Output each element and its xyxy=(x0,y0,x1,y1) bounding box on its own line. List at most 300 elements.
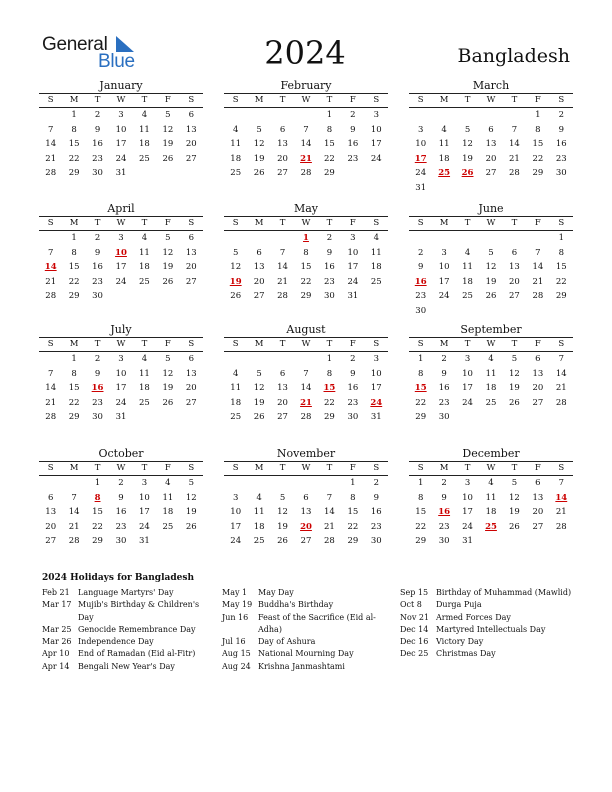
day: 5 xyxy=(165,233,171,243)
weekday-label: T xyxy=(464,339,471,349)
day: 12 xyxy=(277,507,288,517)
day: 20 xyxy=(532,507,544,517)
day: 17 xyxy=(370,139,382,149)
holiday-date: May 19 xyxy=(222,600,253,610)
day-empty xyxy=(409,108,432,123)
day: 15 xyxy=(324,139,335,149)
day: 27 xyxy=(185,153,197,164)
day: 9 xyxy=(441,492,447,503)
day: 7 xyxy=(558,354,564,364)
day: 11 xyxy=(438,139,450,149)
day: 16 xyxy=(438,383,450,393)
year-title: 2024 xyxy=(264,34,346,72)
day: 20 xyxy=(277,397,288,408)
month-december xyxy=(409,447,573,549)
holiday-day: 25 xyxy=(438,168,451,178)
day: 5 xyxy=(488,247,494,258)
day-grid xyxy=(39,108,203,181)
day: 23 xyxy=(347,397,359,408)
day: 15 xyxy=(415,507,427,517)
day: 17 xyxy=(115,383,127,393)
logo xyxy=(42,34,142,70)
day: 24 xyxy=(115,153,127,164)
day: 26 xyxy=(277,536,288,546)
day: 25 xyxy=(230,412,242,422)
holiday-name: Durga Puja xyxy=(436,600,482,610)
day: 12 xyxy=(253,139,265,149)
weekday-label: F xyxy=(534,339,541,349)
weekday-label: F xyxy=(534,463,541,473)
weekday-label: F xyxy=(349,339,356,349)
weekday-label: F xyxy=(164,95,171,105)
day: 19 xyxy=(509,383,520,393)
day-empty xyxy=(526,231,549,246)
day-empty xyxy=(39,108,62,123)
weekday-label: S xyxy=(47,339,54,349)
weekday-header xyxy=(224,337,388,352)
day: 23 xyxy=(347,153,359,164)
day: 28 xyxy=(300,168,312,178)
weekday-label: S xyxy=(47,95,54,105)
day: 5 xyxy=(188,478,194,488)
day: 11 xyxy=(139,247,150,258)
day: 13 xyxy=(300,507,312,517)
day: 9 xyxy=(418,262,424,272)
holiday-name: Language Martyrs' Day xyxy=(78,588,174,597)
day: 2 xyxy=(326,233,333,243)
day: 3 xyxy=(118,354,124,364)
day: 24 xyxy=(115,276,127,287)
day: 28 xyxy=(509,168,520,178)
day: 3 xyxy=(141,478,148,488)
day: 12 xyxy=(162,247,174,258)
weekday-label: M xyxy=(254,218,264,228)
holiday-column xyxy=(42,587,216,673)
day: 4 xyxy=(165,478,171,488)
day: 18 xyxy=(139,262,150,272)
day-empty xyxy=(271,476,294,491)
day: 18 xyxy=(485,383,497,393)
day: 1 xyxy=(71,233,77,243)
day: 25 xyxy=(370,276,382,287)
weekday-label: T xyxy=(141,218,148,228)
day: 25 xyxy=(230,168,242,178)
day: 28 xyxy=(277,291,288,301)
day-empty xyxy=(247,108,270,123)
day: 17 xyxy=(230,521,242,532)
day: 23 xyxy=(415,291,427,301)
day: 9 xyxy=(94,368,101,379)
day: 21 xyxy=(277,276,288,287)
day: 26 xyxy=(230,291,242,301)
weekday-label: T xyxy=(141,463,148,473)
day: 10 xyxy=(230,507,242,517)
weekday-label: W xyxy=(301,95,311,105)
weekday-label: M xyxy=(254,339,264,349)
day: 21 xyxy=(68,521,80,532)
holiday-item xyxy=(222,648,398,660)
logo-text-general: General xyxy=(42,34,108,55)
weekday-label: S xyxy=(558,463,565,473)
day: 3 xyxy=(233,492,239,503)
holiday-date: Jun 16 xyxy=(222,612,249,622)
day: 30 xyxy=(92,291,103,301)
day: 24 xyxy=(230,536,242,546)
day: 8 xyxy=(71,247,77,258)
day: 20 xyxy=(485,153,497,164)
day: 11 xyxy=(370,247,382,258)
day-empty xyxy=(479,108,502,123)
day: 26 xyxy=(509,397,520,408)
day: 18 xyxy=(230,153,242,164)
weekday-label: S xyxy=(373,339,380,349)
weekday-label: W xyxy=(486,339,496,349)
day: 20 xyxy=(532,383,544,393)
day: 15 xyxy=(68,139,80,149)
day: 18 xyxy=(438,153,450,164)
day: 4 xyxy=(141,354,148,364)
day: 26 xyxy=(162,397,174,408)
day-empty xyxy=(318,476,341,491)
holiday-date: Feb 21 xyxy=(42,588,70,597)
day: 30 xyxy=(438,536,450,546)
day: 13 xyxy=(185,368,197,379)
day: 25 xyxy=(253,536,265,546)
weekday-label: S xyxy=(232,218,239,228)
day: 4 xyxy=(373,233,379,243)
day: 8 xyxy=(535,124,541,135)
day: 17 xyxy=(139,507,150,517)
day: 2 xyxy=(350,354,356,364)
day: 7 xyxy=(558,478,564,488)
day: 13 xyxy=(485,139,497,149)
weekday-label: T xyxy=(326,218,333,228)
weekday-label: S xyxy=(373,95,380,105)
weekday-label: M xyxy=(439,463,449,473)
day: 20 xyxy=(185,262,197,272)
day: 6 xyxy=(488,124,494,135)
day-empty xyxy=(432,231,455,246)
day: 21 xyxy=(532,276,544,287)
day: 12 xyxy=(509,492,520,503)
day: 9 xyxy=(118,492,124,503)
holiday-date: Mar 17 xyxy=(42,600,72,610)
day: 7 xyxy=(48,247,54,258)
day-empty xyxy=(224,352,247,367)
day: 20 xyxy=(277,153,288,164)
day: 18 xyxy=(230,397,242,408)
day: 17 xyxy=(115,262,127,272)
day: 6 xyxy=(303,492,309,503)
day: 11 xyxy=(253,507,265,517)
weekday-label: S xyxy=(47,463,54,473)
weekday-label: S xyxy=(47,218,54,228)
holiday-day: 26 xyxy=(461,168,474,178)
day: 20 xyxy=(253,276,265,287)
weekday-label: T xyxy=(94,218,101,228)
day: 30 xyxy=(555,168,567,178)
weekday-header xyxy=(409,216,573,231)
weekday-label: T xyxy=(511,95,518,105)
weekday-label: W xyxy=(116,339,126,349)
weekday-label: T xyxy=(279,95,286,105)
weekday-label: W xyxy=(301,339,311,349)
day: 6 xyxy=(188,110,194,120)
day: 30 xyxy=(324,291,335,301)
day: 6 xyxy=(188,354,194,364)
day: 7 xyxy=(535,247,541,258)
day-empty xyxy=(224,476,247,491)
day: 12 xyxy=(162,368,174,379)
day: 3 xyxy=(118,110,124,120)
day: 23 xyxy=(438,521,450,532)
holiday-column xyxy=(222,587,398,673)
holiday-item xyxy=(400,587,608,599)
weekday-label: M xyxy=(439,339,449,349)
weekday-header xyxy=(39,461,203,476)
day: 31 xyxy=(139,536,150,546)
weekday-label: T xyxy=(326,339,333,349)
day: 22 xyxy=(68,397,80,408)
weekday-label: S xyxy=(558,218,565,228)
holiday-day: 10 xyxy=(115,247,127,258)
weekday-label: S xyxy=(232,463,239,473)
day: 25 xyxy=(485,397,497,408)
day: 24 xyxy=(370,153,382,164)
day: 16 xyxy=(555,139,567,149)
weekday-label: M xyxy=(69,463,79,473)
day: 9 xyxy=(373,492,379,503)
day: 23 xyxy=(92,276,103,287)
day: 20 xyxy=(185,383,197,393)
day: 16 xyxy=(347,139,359,149)
day: 13 xyxy=(185,247,197,258)
day: 4 xyxy=(233,124,239,135)
day: 18 xyxy=(462,276,473,287)
day: 9 xyxy=(94,247,101,258)
day: 1 xyxy=(326,354,333,364)
weekday-label: S xyxy=(232,339,239,349)
day: 29 xyxy=(324,168,335,178)
holiday-day: 17 xyxy=(414,153,427,164)
day: 8 xyxy=(350,492,356,503)
holiday-date: Sep 15 xyxy=(400,588,429,597)
day: 21 xyxy=(45,397,57,408)
weekday-label: M xyxy=(439,218,449,228)
month-name: March xyxy=(472,79,510,92)
day: 23 xyxy=(370,521,382,532)
day: 26 xyxy=(509,521,520,532)
day: 29 xyxy=(532,168,544,178)
day: 14 xyxy=(300,139,312,149)
day: 26 xyxy=(162,153,174,164)
holiday-item xyxy=(42,661,216,673)
weekday-label: W xyxy=(486,95,496,105)
day: 12 xyxy=(462,139,473,149)
day: 16 xyxy=(92,262,103,272)
holiday-date: Aug 24 xyxy=(222,661,251,671)
weekday-header xyxy=(39,337,203,352)
weekday-label: W xyxy=(116,95,126,105)
day: 24 xyxy=(347,276,359,287)
holiday-item xyxy=(42,636,216,648)
day-grid xyxy=(409,476,573,549)
day: 27 xyxy=(485,168,497,178)
weekday-label: S xyxy=(188,463,195,473)
weekday-label: W xyxy=(301,218,311,228)
holiday-item xyxy=(400,612,608,624)
country-name: Bangladesh xyxy=(457,45,570,67)
day: 24 xyxy=(438,291,450,301)
month-name: December xyxy=(462,447,520,460)
holiday-name: Mujib's Birthday & Children's Day xyxy=(78,600,200,622)
day: 7 xyxy=(511,124,518,135)
day-empty xyxy=(224,231,247,246)
day: 10 xyxy=(370,368,382,379)
day: 18 xyxy=(162,507,174,517)
holiday-date: Dec 16 xyxy=(400,637,429,647)
weekday-label: S xyxy=(188,218,195,228)
weekday-label: T xyxy=(94,463,101,473)
weekday-label: S xyxy=(373,463,380,473)
day: 25 xyxy=(462,291,473,301)
day: 10 xyxy=(139,492,150,503)
day: 15 xyxy=(68,262,80,272)
day: 6 xyxy=(511,247,518,258)
day: 13 xyxy=(45,507,57,517)
holiday-item xyxy=(400,599,608,611)
day: 19 xyxy=(277,521,288,532)
day: 29 xyxy=(68,291,80,301)
weekday-label: S xyxy=(417,95,424,105)
day: 13 xyxy=(509,262,520,272)
holiday-name: Victory Day xyxy=(436,637,484,647)
weekday-label: S xyxy=(188,95,195,105)
day: 5 xyxy=(464,124,471,135)
day: 6 xyxy=(188,233,194,243)
day-empty xyxy=(62,476,85,491)
day: 28 xyxy=(532,291,544,301)
day: 27 xyxy=(532,521,544,532)
weekday-header xyxy=(409,93,573,108)
holiday-day: 15 xyxy=(323,383,336,393)
day-empty xyxy=(456,108,479,123)
weekday-label: F xyxy=(349,463,356,473)
day: 23 xyxy=(92,397,103,408)
holiday-item xyxy=(400,648,608,660)
day-empty xyxy=(271,108,294,123)
day: 22 xyxy=(68,153,80,164)
month-name: October xyxy=(98,447,144,460)
day: 27 xyxy=(532,397,544,408)
weekday-label: W xyxy=(116,218,126,228)
holiday-day: 16 xyxy=(91,383,104,393)
day: 9 xyxy=(326,247,333,258)
day: 26 xyxy=(253,412,265,422)
day: 13 xyxy=(277,383,288,393)
day: 1 xyxy=(71,354,77,364)
day-empty xyxy=(479,231,502,246)
holiday-date: Aug 15 xyxy=(222,649,251,659)
holiday-date: Dec 14 xyxy=(400,624,429,634)
month-name: November xyxy=(276,447,336,460)
day: 7 xyxy=(71,492,77,503)
holiday-name: Armed Forces Day xyxy=(436,612,511,622)
day-grid xyxy=(224,476,388,549)
day: 17 xyxy=(438,276,450,287)
day: 23 xyxy=(555,153,567,164)
holiday-item xyxy=(42,599,216,624)
weekday-header xyxy=(39,93,203,108)
holiday-name: Genocide Remembrance Day xyxy=(78,624,196,634)
day: 15 xyxy=(347,507,359,517)
day: 4 xyxy=(464,247,471,258)
day: 16 xyxy=(324,262,335,272)
month-name: May xyxy=(293,202,319,215)
holiday-day: 8 xyxy=(94,492,101,503)
day: 16 xyxy=(92,139,103,149)
day: 31 xyxy=(415,182,427,193)
day-empty xyxy=(456,231,479,246)
day: 1 xyxy=(71,110,77,120)
holiday-name: Buddha's Birthday xyxy=(258,600,334,610)
day: 5 xyxy=(279,492,286,503)
day: 20 xyxy=(509,276,520,287)
holiday-date: Mar 25 xyxy=(42,624,72,634)
day: 27 xyxy=(300,536,312,546)
day: 5 xyxy=(165,110,171,120)
day: 16 xyxy=(115,507,127,517)
day: 11 xyxy=(462,262,473,272)
weekday-header xyxy=(224,93,388,108)
day: 22 xyxy=(532,153,544,164)
holiday-item xyxy=(42,624,216,636)
day: 8 xyxy=(71,124,77,135)
weekday-label: T xyxy=(464,218,471,228)
day: 30 xyxy=(115,536,127,546)
day-empty xyxy=(247,231,270,246)
day: 24 xyxy=(415,168,427,178)
month-april xyxy=(39,202,203,304)
day: 29 xyxy=(68,412,80,422)
month-june xyxy=(409,202,573,318)
day: 31 xyxy=(370,412,382,422)
day: 14 xyxy=(532,262,544,272)
holiday-name: Feast of the Sacrifice (Eid al-Adha) xyxy=(258,612,376,634)
day: 28 xyxy=(68,536,80,546)
day: 27 xyxy=(185,276,197,287)
day-empty xyxy=(247,476,270,491)
day: 30 xyxy=(438,412,450,422)
holiday-name: Martyred Intellectuals Day xyxy=(436,624,546,634)
day: 10 xyxy=(415,139,427,149)
day: 29 xyxy=(415,412,427,422)
day: 10 xyxy=(462,368,473,379)
day: 9 xyxy=(441,368,447,379)
day: 29 xyxy=(324,412,335,422)
day: 12 xyxy=(162,124,174,135)
day: 13 xyxy=(532,492,544,503)
month-name: April xyxy=(107,202,135,215)
day: 23 xyxy=(324,276,335,287)
day: 21 xyxy=(45,153,57,164)
day: 4 xyxy=(441,124,447,135)
weekday-label: M xyxy=(69,95,79,105)
month-may xyxy=(224,202,388,304)
day: 7 xyxy=(303,124,309,135)
holiday-item xyxy=(400,636,608,648)
day-empty xyxy=(39,231,62,246)
